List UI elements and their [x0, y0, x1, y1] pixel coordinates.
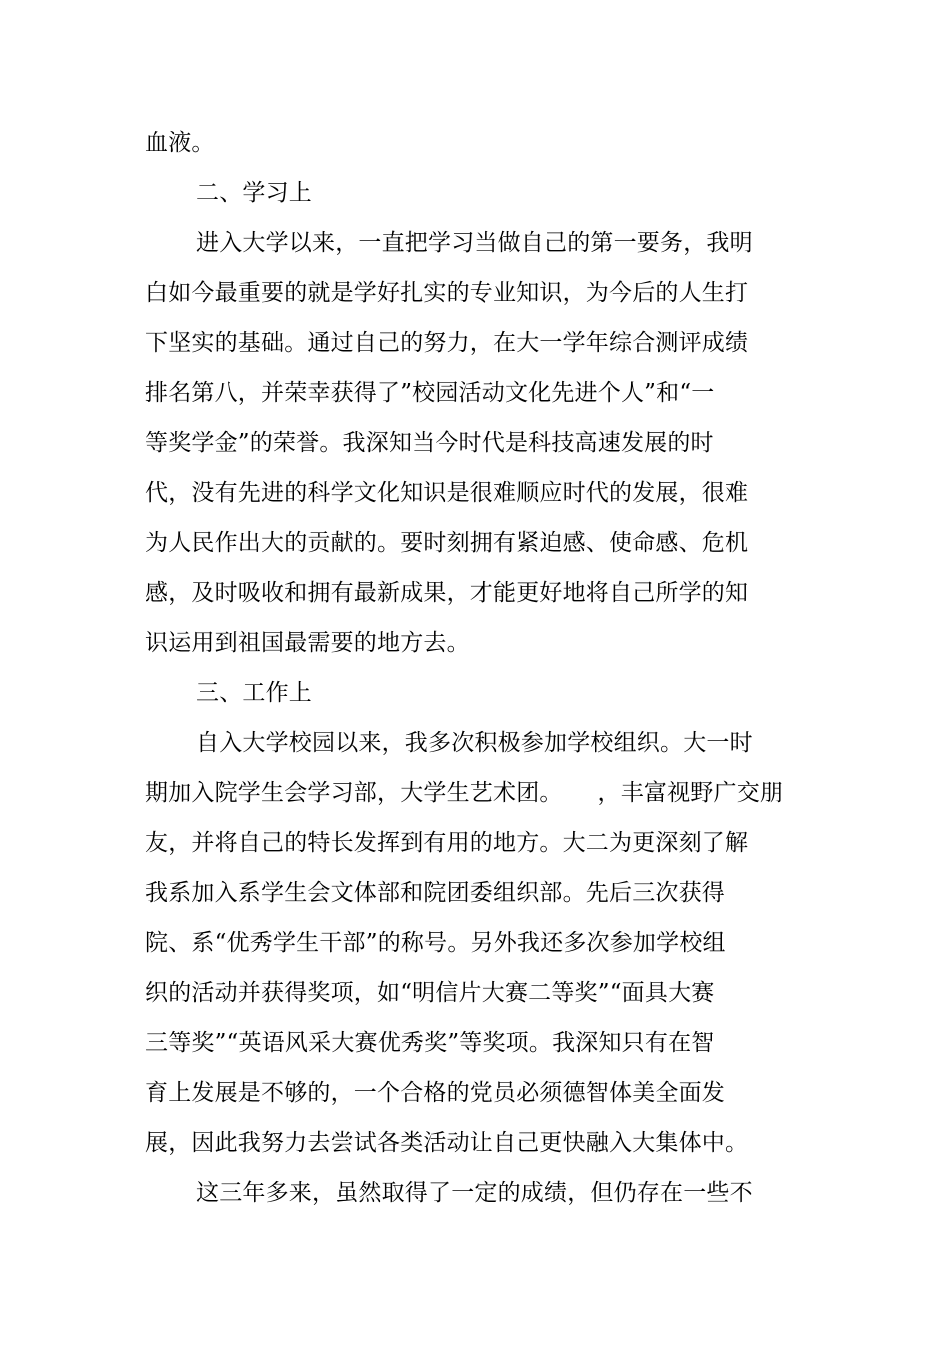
section-heading-study: 二、学习上 — [196, 180, 312, 206]
text-line: 血液。 — [145, 130, 215, 156]
text-line: 院、系“优秀学生干部”的称号。另外我还多次参加学校组 — [145, 930, 726, 956]
text-line: 白如今最重要的就是学好扎实的专业知识，为今后的人生打 — [145, 280, 749, 306]
text-line: 育上发展是不够的，一个合格的党员必须德智体美全面发 — [145, 1080, 725, 1106]
text-line: 排名第八，并荣幸获得了”校园活动文化先进个人”和“一 — [145, 380, 715, 406]
text-line: 友，并将自己的特长发挥到有用的地方。大二为更深刻了解 — [145, 830, 749, 856]
text-line: 织的活动并获得奖项，如“明信片大赛二等奖”“面具大赛 — [145, 980, 715, 1006]
text-line: 代，没有先进的科学文化知识是很难顺应时代的发展，很难 — [145, 480, 749, 506]
text-line: 等奖学金”的荣誉。我深知当今时代是科技高速发展的时 — [145, 430, 714, 456]
text-line: 这三年多来，虽然取得了一定的成绩，但仍存在一些不 — [196, 1180, 753, 1206]
text-line: 我系加入系学生会文体部和院团委组织部。先后三次获得 — [145, 880, 725, 906]
text-line: 识运用到祖国最需要的地方去。 — [145, 630, 470, 656]
text-line: 期加入院学生会学习部，大学生艺术团。 ，丰富视野广交朋 — [145, 780, 784, 806]
text-line: 三等奖”“英语风采大赛优秀奖”等奖项。我深知只有在智 — [145, 1030, 715, 1056]
text-line: 展，因此我努力去尝试各类活动让自己更快融入大集体中。 — [145, 1130, 749, 1156]
section-heading-work: 三、工作上 — [196, 680, 312, 706]
text-line: 感，及时吸收和拥有最新成果，才能更好地将自己所学的知 — [145, 580, 749, 606]
text-line: 自入大学校园以来，我多次积极参加学校组织。大一时 — [196, 730, 753, 756]
text-line: 为人民作出大的贡献的。要时刻拥有紧迫感、使命感、危机 — [145, 530, 749, 556]
text-line: 下坚实的基础。通过自己的努力，在大一学年综合测评成绩 — [145, 330, 749, 356]
text-line: 进入大学以来，一直把学习当做自己的第一要务，我明 — [196, 230, 753, 256]
